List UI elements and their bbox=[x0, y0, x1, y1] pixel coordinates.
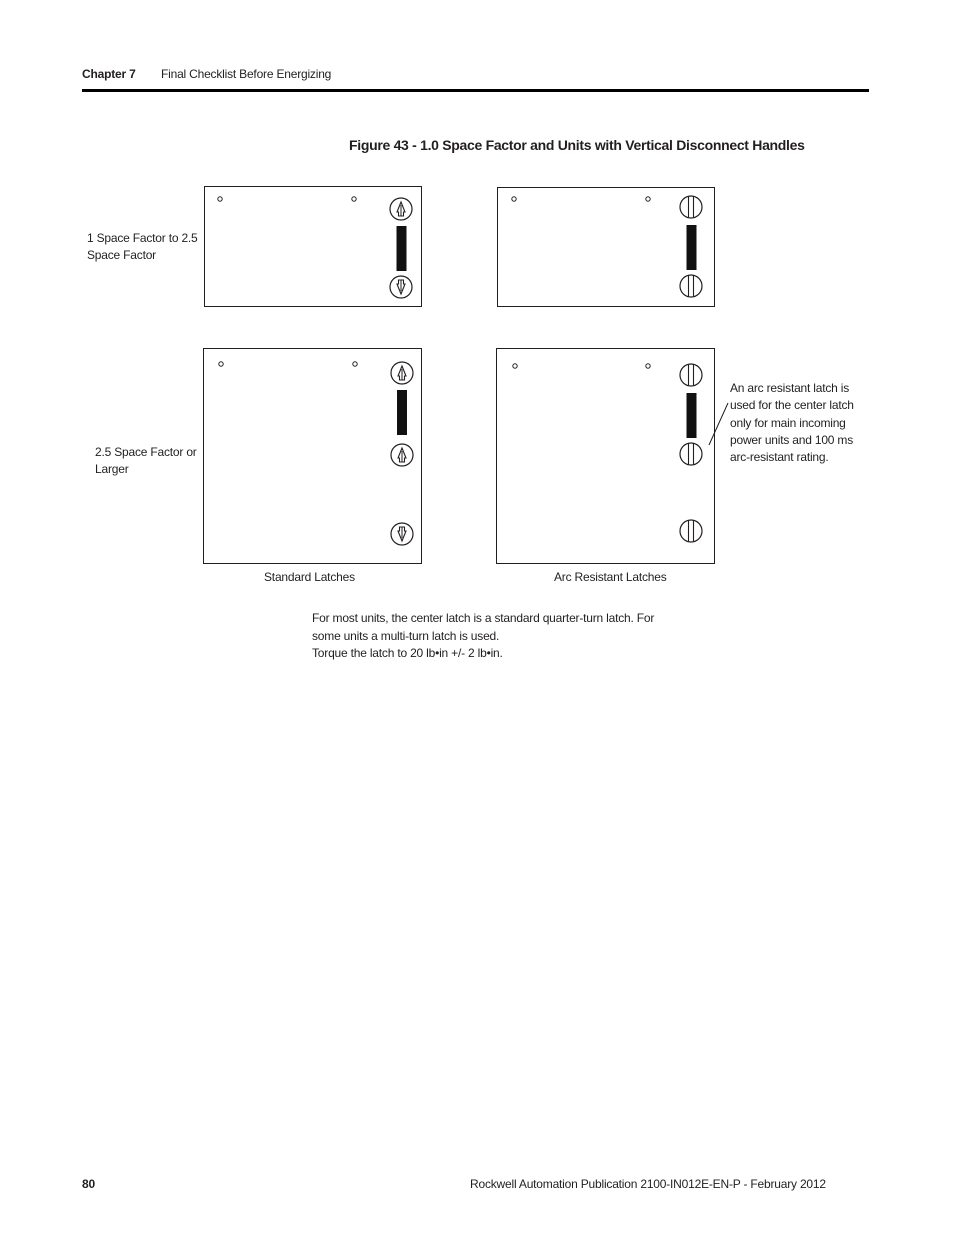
publication-footer: Rockwell Automation Publication 2100-IN012E-EN-P - February 2012 bbox=[470, 1177, 826, 1191]
disconnect-handle bbox=[397, 226, 407, 271]
latch-note: For most units, the center latch is a standard quarter-turn latch. For some units a multi-turn latch is used. Torque the latch to 20 lb•in +/- 2 lb•in. bbox=[312, 611, 655, 660]
standard-latch-icon bbox=[391, 523, 413, 545]
row-label-large: 2.5 Space Factor or Larger bbox=[95, 445, 197, 476]
column-label-standard: Standard Latches bbox=[264, 570, 355, 584]
page-number: 80 bbox=[82, 1177, 95, 1191]
arc-resistant-latch-icon bbox=[680, 520, 702, 542]
arc-resistant-latch-icon bbox=[680, 196, 702, 218]
arc-resistant-latch-icon bbox=[680, 275, 702, 297]
arc-latch-callout: An arc resistant latch is used for the center latch only for main incoming power units and 100 ms arc-resistant rating. bbox=[730, 381, 854, 465]
disconnect-handle bbox=[687, 225, 697, 270]
standard-latch-icon bbox=[390, 276, 412, 298]
standard-latch-icon bbox=[391, 444, 413, 466]
unit-small-standard bbox=[205, 187, 422, 307]
unit-small-arc bbox=[498, 188, 715, 307]
column-label-arc: Arc Resistant Latches bbox=[554, 570, 667, 584]
row-label-small: 1 Space Factor to 2.5 Space Factor bbox=[87, 231, 198, 262]
arc-resistant-latch-icon bbox=[680, 443, 702, 465]
disconnect-handle bbox=[397, 390, 407, 435]
unit-large-standard bbox=[204, 349, 422, 564]
chapter-label: Chapter 7 bbox=[82, 67, 136, 81]
unit-large-arc bbox=[497, 349, 715, 564]
standard-latch-icon bbox=[390, 198, 412, 220]
standard-latch-icon bbox=[391, 362, 413, 384]
arc-resistant-latch-icon bbox=[680, 364, 702, 386]
figure-title: Figure 43 - 1.0 Space Factor and Units with Vertical Disconnect Handles bbox=[349, 137, 805, 153]
disconnect-handle bbox=[687, 393, 697, 438]
chapter-title: Final Checklist Before Energizing bbox=[161, 67, 332, 81]
